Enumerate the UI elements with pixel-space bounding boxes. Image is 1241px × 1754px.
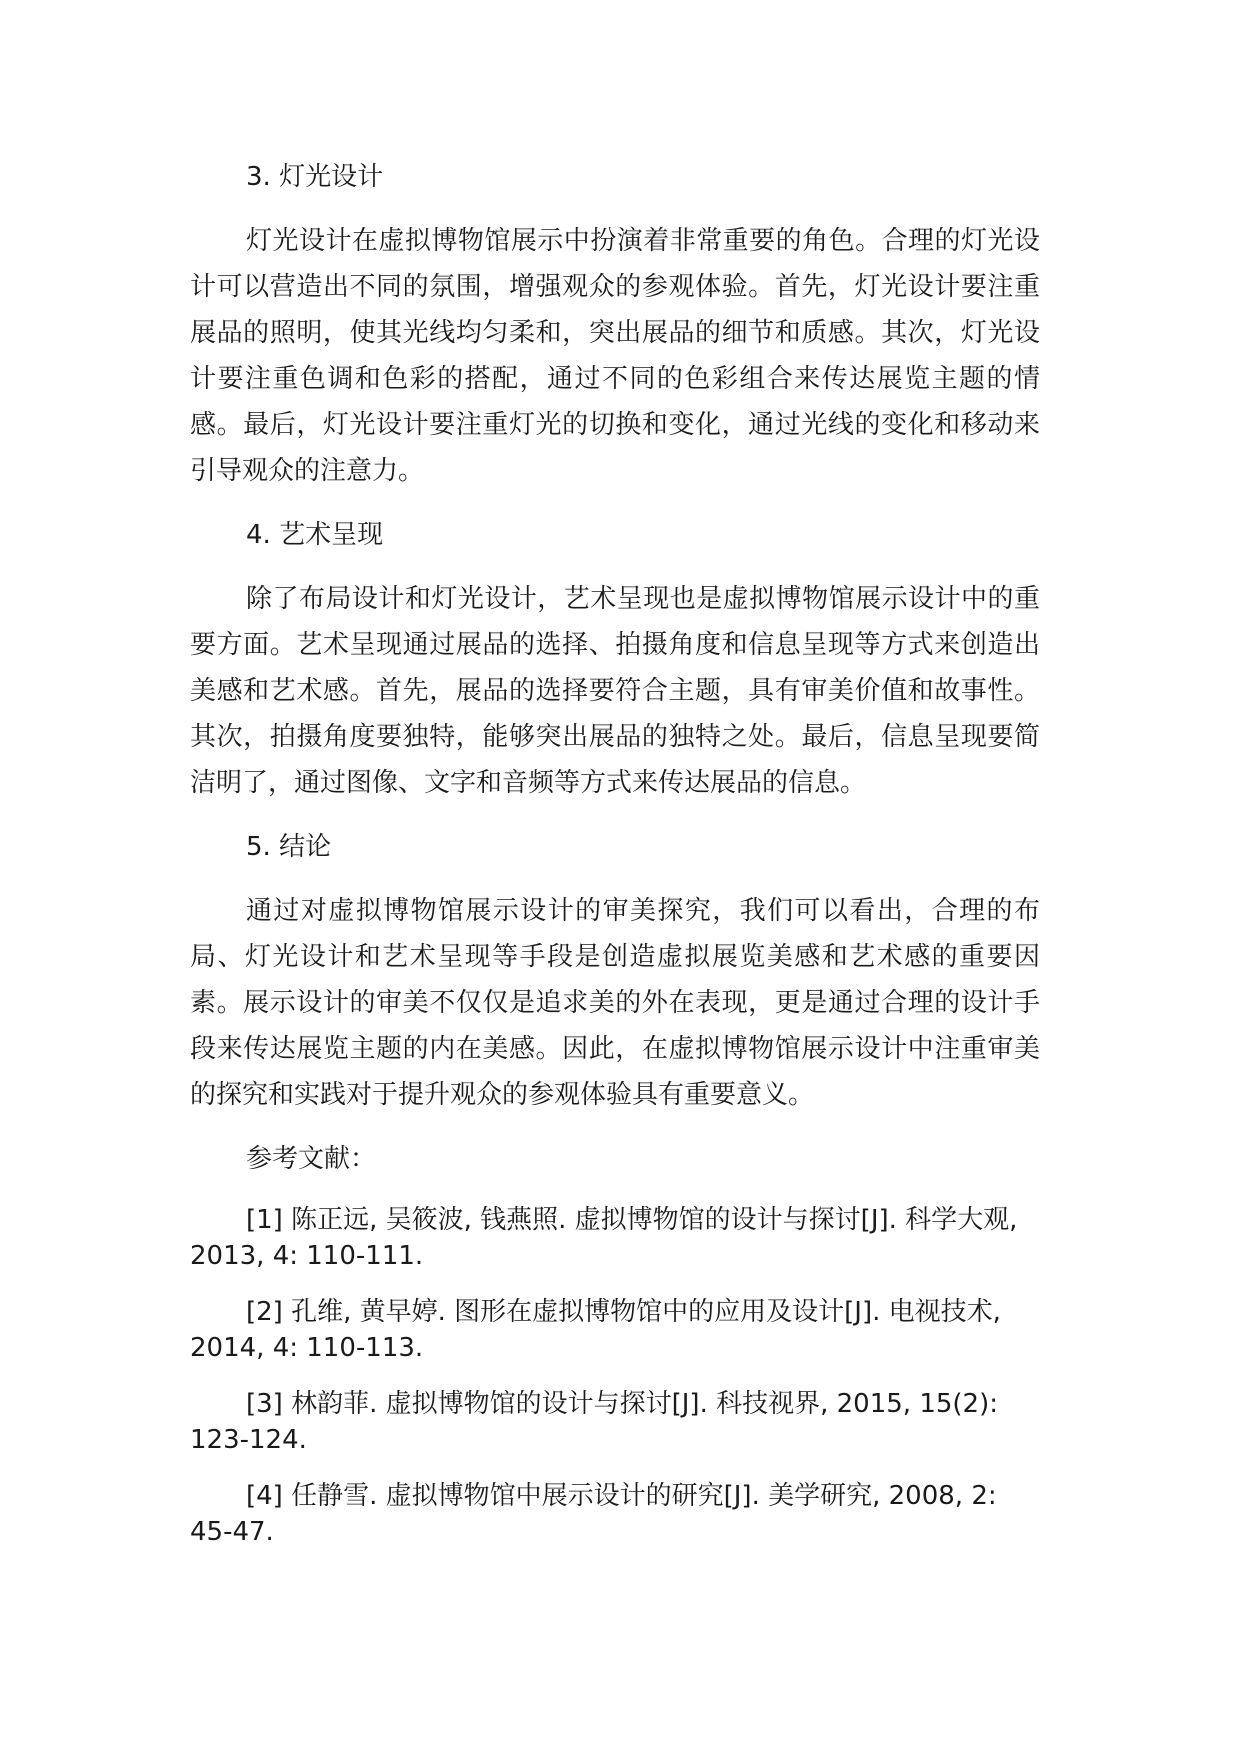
section-body-conclusion: 通过对虚拟博物馆展示设计的审美探究，我们可以看出，合理的布局、灯光设计和艺术呈现等手段是创造虚拟展览美感和艺术感的重要因素。展示设计的审美不仅仅是追求美的外在表现，更是通过合理的设计手段来传达展览主题的内在美感。因此，在虚拟博物馆展示设计中注重审美的探究和实践对于提升观众的参观体验具有重要意义。 (190, 896, 1040, 1110)
section-body-lighting: 灯光设计在虚拟博物馆展示中扮演着非常重要的角色。合理的灯光设计可以营造出不同的氛围，增强观众的参观体验。首先，灯光设计要注重展品的照明，使其光线均匀柔和，突出展品的细节和质感。其次，灯光设计要注重色调和色彩的搭配，通过不同的色彩组合来传达展览主题的情感。最后，灯光设计要注重灯光的切换和变化，通过光线的变化和移动来引导观众的注意力。 (190, 226, 1040, 486)
reference-item: [3] 林韵菲. 虚拟博物馆的设计与探讨[J]. 科技视界, 2015, 15(2): 123-124. (190, 1389, 999, 1455)
section-body-art: 除了布局设计和灯光设计，艺术呈现也是虚拟博物馆展示设计中的重要方面。艺术呈现通过展品的选择、拍摄角度和信息呈现等方式来创造出美感和艺术感。首先，展品的选择要符合主题，具有审美价值和故事性。其次，拍摄角度要独特，能够突出展品的独特之处。最后，信息呈现要简洁明了，通过图像、文字和音频等方式来传达展品的信息。 (190, 584, 1040, 798)
references-title: 参考文献： (246, 1144, 377, 1174)
section-heading-lighting: 3. 灯光设计 (246, 162, 384, 192)
section-heading-conclusion: 5. 结论 (246, 832, 332, 862)
reference-item: [4] 任静雪. 虚拟博物馆中展示设计的研究[J]. 美学研究, 2008, 2: 45-47. (190, 1481, 997, 1547)
reference-item: [2] 孔维, 黄早婷. 图形在虚拟博物馆中的应用及设计[J]. 电视技术, 2014, 4: 110-113. (190, 1297, 1001, 1363)
reference-list (190, 1202, 1040, 1550)
section-heading-art: 4. 艺术呈现 (246, 520, 384, 550)
reference-item: [1] 陈正远, 吴筱波, 钱燕照. 虚拟博物馆的设计与探讨[J]. 科学大观, 2013, 4: 110-111. (190, 1205, 1018, 1271)
document-page (190, 154, 1040, 1550)
